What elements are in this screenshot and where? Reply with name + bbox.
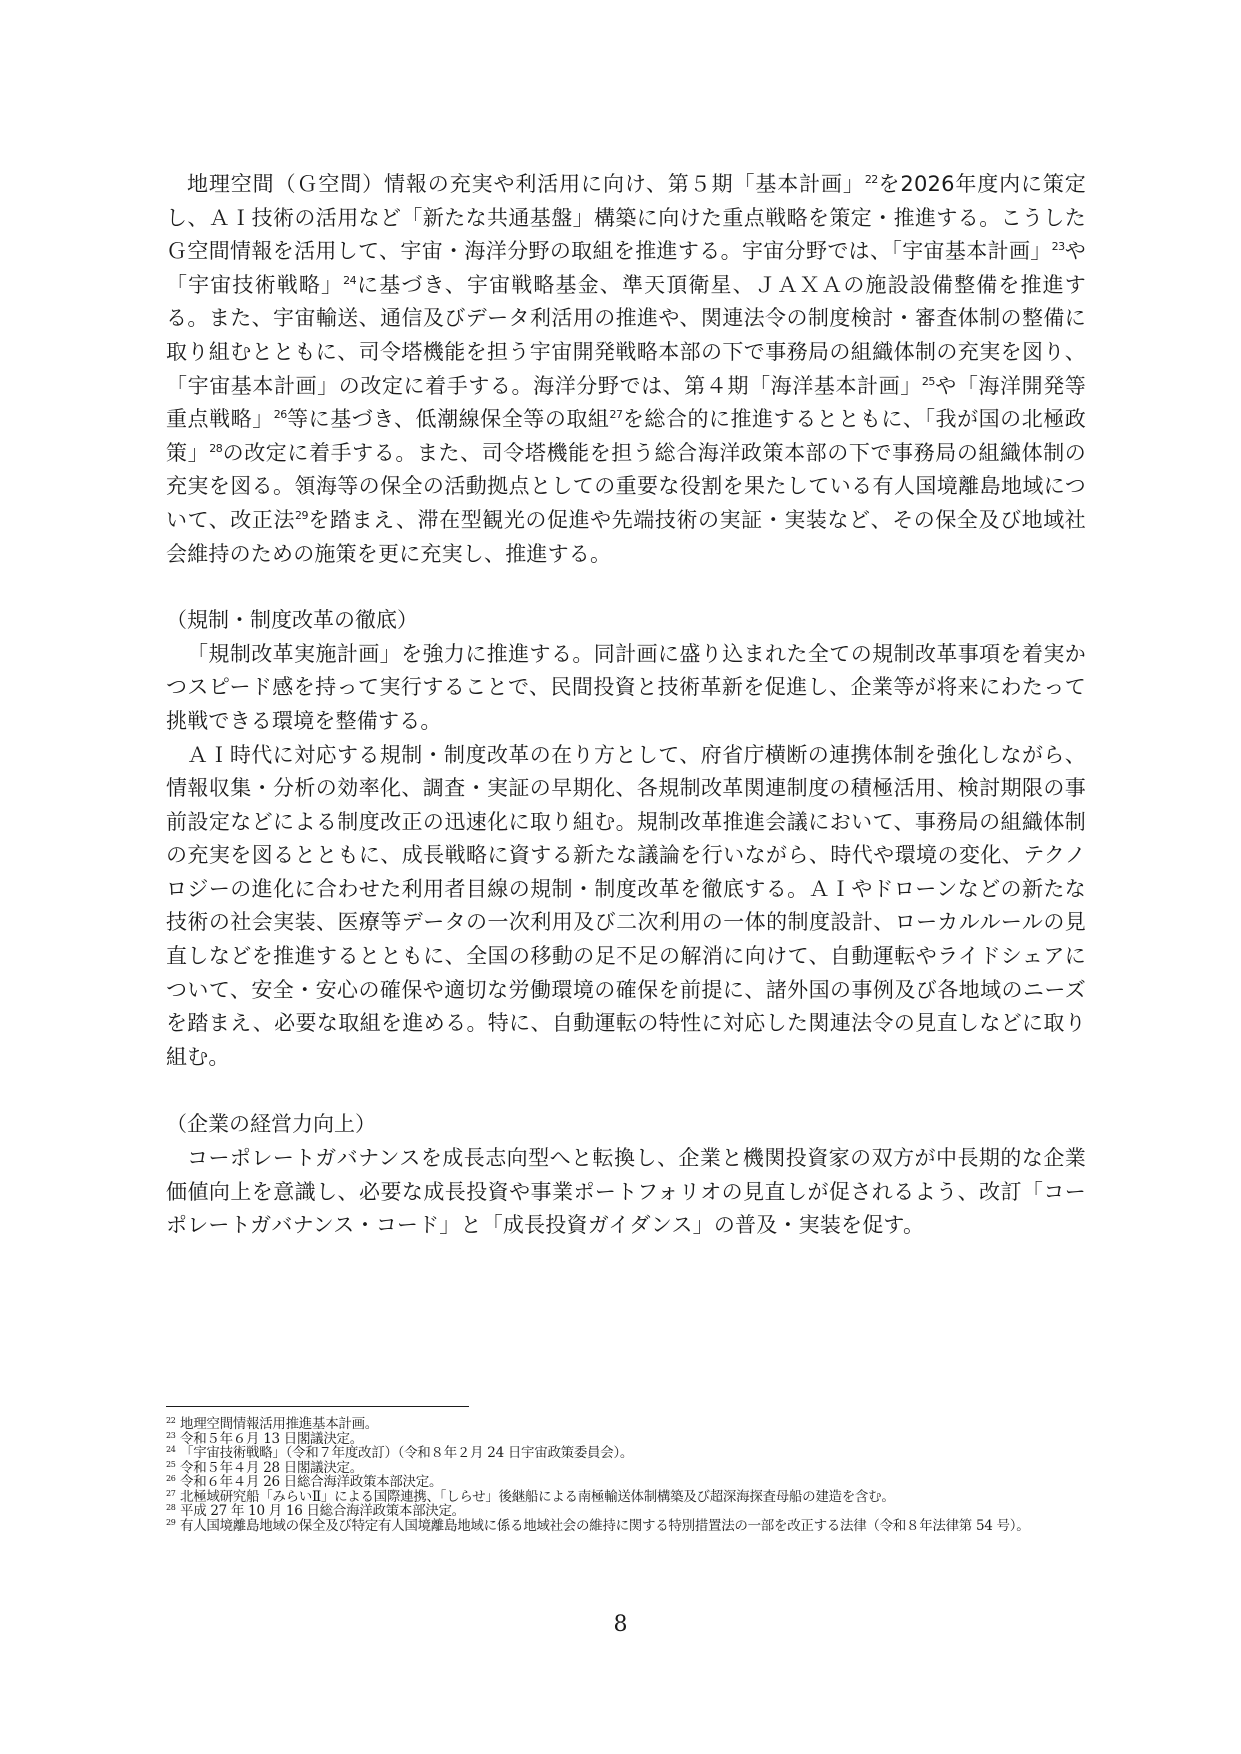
footnote-text: 平成 27 年 10 月 16 日総合海洋政策本部決定。 [180,1503,465,1519]
footnote-number: 26 [166,1474,176,1483]
page-number: 8 [613,1612,628,1637]
paragraph-ai-era-regulation: ＡＩ時代に対応する規制・制度改革の在り方として、府省庁横断の連携体制を強化しながら、情報収集・分析の効率化、調査・実証の早期化、各規制改革関連制度の積極活用、検討期限の事前設定などによる制度改正の迅速化に取り組む。規制改革推進会議において、事務局の組織体制の充実を図るとともに、成長戦略に資する新たな議論を行いながら、時代や環境の変化、テクノロジーの進化に合わせた利用者目線の規制・制度改革を徹底する。ＡＩやドローンなどの新たな技術の社会実装、医療等データの一次利用及び二次利用の一体的制度設計、ローカルルールの見直しなどを推進するとともに、全国の移動の足不足の解消に向けて、自動運転やライドシェアについて、安全・安心の確保や適切な労働環境の確保を前提に、諸外国の事例及び各地域のニーズを踏まえ、必要な取組を進める。特に、自動運転の特性に対応した関連法令の見直しなどに取り組む。 [166,742,1086,1069]
text-run: 地理空間（Ｇ空間）情報の充実や利活用に向け、第５期「基本計画」 [187,172,865,196]
footnote-text: 令和５年４月 28 日閣議決定。 [180,1459,363,1476]
footnote-ref-27: 27 [609,408,623,422]
footnote-number: 22 [166,1416,176,1425]
footnote-26 [166,1475,1086,1490]
footnote-23 [166,1432,1086,1447]
footnote-25 [166,1461,1086,1476]
text-run: の改定に着手する。また、司令塔機能を担う総合海洋政策本部の下で事務局の組織体制の充実を図る。領海等の保全の活動拠点としての重要な役割を果たしている有人国境離島地域について、改正法 [166,440,1087,532]
footnote-ref-26: 26 [273,408,287,422]
footnote-22 [166,1417,1086,1432]
paragraph-regulatory-reform-plan: 「規制改革実施計画」を強力に推進する。同計画に盛り込まれた全ての規制改革事項を着実かつスピード感を持って実行することで、民間投資と技術革新を促進し、企業等が将来にわたって挑戦できる環境を整備する。 [166,641,1086,733]
footnote-24 [166,1446,1086,1461]
footnote-text: 地理空間情報活用推進基本計画。 [180,1416,378,1432]
footnote-ref-28: 28 [209,441,223,455]
footnote-text: 「宇宙技術戦略」（令和７年度改訂）（令和８年２月 24 日宇宙政策委員会）。 [180,1445,634,1461]
footnote-number: 27 [166,1488,176,1498]
text-run: や「海洋開発等重点戦略」 [166,373,1086,432]
footnotes [166,1406,1086,1533]
footnote-number: 23 [166,1430,176,1440]
footnote-text: 有人国境離島地域の保全及び特定有人国境離島地域に係る地域社会の維持に関する特別措置法の一部を改正する法律（令和８年法律第 54 号）。 [180,1517,1030,1534]
footnote-27 [166,1490,1086,1505]
footnote-text: 令和６年４月 26 日総合海洋政策本部決定。 [180,1474,443,1490]
text-run: に基づき、宇宙戦略基金、準天頂衛星、ＪＡＸＡの施設設備整備を推進する。また、宇宙輸送、通信及びデータ利活用の推進や、関連法令の制度検討・審査体制の整備に取り組むとともに、司令塔機能を担う宇宙開発戦略本部の下で事務局の組織体制の充実を図り、「宇宙基本計画」の改定に着手する。海洋分野では、第４期「海洋基本計画」 [166,272,1086,398]
footnote-28 [166,1504,1086,1519]
spacer [166,1074,1086,1108]
text-run: や「宇宙技術戦略」 [166,239,1087,297]
footnote-ref-23: 23 [1051,240,1065,254]
footnote-number: 29 [166,1517,176,1527]
text-run: を2026年度内に策定し、ＡＩ技術の活用など「新たな共通基盤」構築に向けた重点戦略を策定・推進する。こうしたＧ空間情報を活用して、宇宙・海洋分野の取組を推進する。宇宙分野では、「宇宙基本計画」 [166,172,1086,264]
footnote-separator [166,1406,469,1407]
paragraph-corporate-governance: コーポレートガバナンスを成長志向型へと転換し、企業と機関投資家の双方が中長期的な企業価値向上を意識し、必要な成長投資や事業ポートフォリオの見直しが促されるよう、改訂「コーポレートガバナンス・コード」と「成長投資ガイダンス」の普及・実装を促す。 [166,1146,1086,1238]
footnote-number: 24 [166,1445,176,1454]
main-body [166,168,1086,1243]
section-heading-corporate-management: （企業の経営力向上） [166,1112,376,1137]
section-heading-regulatory-reform: （規制・制度改革の徹底） [166,608,418,633]
paragraph-geospatial-space-ocean [166,168,1086,571]
text-run: を踏まえ、滞在型観光の促進や先端技術の実証・実装など、その保全及び地域社会維持のための施策を更に充実し、推進する。 [166,507,1086,566]
footnote-text: 令和５年６月 13 日閣議決定。 [180,1430,363,1447]
footnote-number: 28 [166,1503,176,1512]
text-run: を総合的に推進するとともに、「我が国の北極政策」 [166,407,1087,465]
footnote-text: 北極域研究船「みらいⅡ」による国際連携、「しらせ」後継船による南極輸送体制構築及び超深海探査母船の建造を含む。 [180,1488,895,1505]
spacer [166,571,1086,604]
text-run: 等に基づき、低潮線保全等の取組 [286,407,610,432]
footnote-number: 25 [166,1459,176,1469]
footnote-ref-25: 25 [921,374,935,388]
footnote-ref-29: 29 [295,508,309,522]
footnote-ref-22: 22 [864,173,878,186]
footnote-ref-24: 24 [343,273,357,287]
footnote-29 [166,1519,1086,1534]
